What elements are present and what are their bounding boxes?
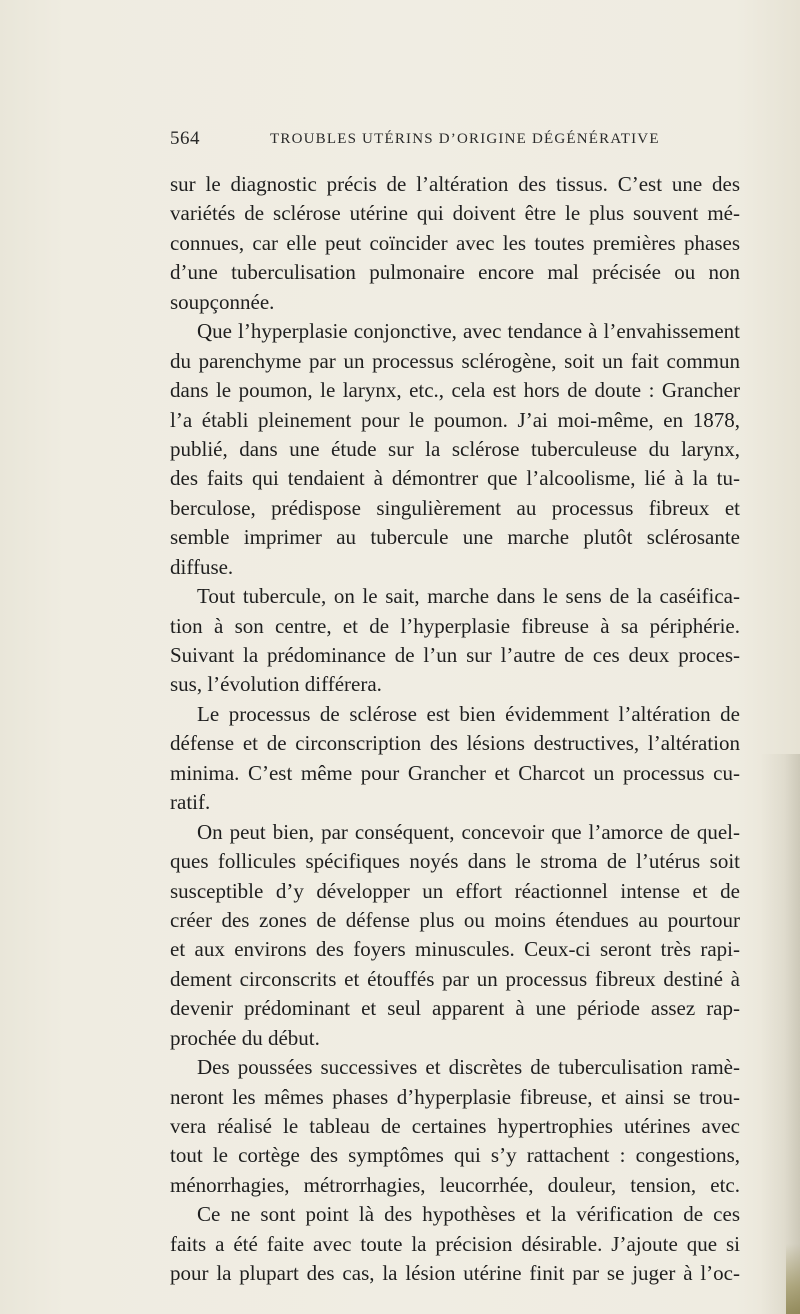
text-line: sur le diagnostic précis de l’altération des tissus. C’est une des [170,172,740,196]
text-line: Suivant la prédominance de l’un sur l’autre de ces deux proces- [170,643,740,667]
text-line: tion à son centre, et de l’hyperplasie fibreuse à sa périphérie. [170,613,740,638]
page-edge-shadow [760,754,800,1314]
text-line: susceptible d’y développer un effort réactionnel intense et de [170,878,740,903]
text-line: vera réalisé le tableau de certaines hypertrophies utérines avec [170,1114,740,1138]
text-line: prochée du début. [170,1025,320,1050]
text-line: Le processus de sclérose est bien évidemment l’altération de [197,701,740,726]
text-line: des faits qui tendaient à démontrer que l’alcoolisme, lié à la tu- [170,466,740,491]
text-line: devenir prédominant et seul apparent à une période assez rap- [170,996,740,1021]
text-line: neront les mêmes phases d’hyperplasie fibreuse, et ainsi se trou- [170,1084,740,1109]
text-line: Tout tubercule, on le sait, marche dans le sens de la caséifica- [197,584,740,609]
text-line: berculose, prédispose singulièrement au processus fibreux et [170,495,740,520]
running-title: TROUBLES UTÉRINS D’ORIGINE DÉGÉNÉRATIVE [270,131,660,147]
text-line: faits a été faite avec toute la précision désirable. J’ajoute que si [170,1231,740,1256]
text-line: minima. C’est même pour Grancher et Charcot un processus cu- [170,760,740,785]
corner-stain [786,1244,800,1314]
text-line: et aux environs des foyers minuscules. Ceux-ci seront très rapi- [170,937,740,962]
text-line: Ce ne sont point là des hypothèses et la vérification de ces [197,1202,740,1227]
text-line: On peut bien, par conséquent, concevoir que l’amorce de quel- [197,819,740,844]
text-line: Que l’hyperplasie conjonctive, avec tendance à l’envahissement [197,319,740,344]
text-line: du parenchyme par un processus sclérogène, soit un fait commun [170,348,740,373]
page-number: 564 [170,128,200,149]
text-line: pour la plupart des cas, la lésion utérine finit par se juger à l’oc- [170,1261,740,1286]
text-line: sus, l’évolution différera. [170,672,382,697]
text-line: ques follicules spécifiques noyés dans le stroma de l’utérus soit [170,849,740,874]
text-line: Des poussées successives et discrètes de tuberculisation ramè- [197,1055,740,1080]
body-text [170,170,740,1289]
text-line: diffuse. [170,554,234,579]
text-line: semble imprimer au tubercule une marche plutôt sclérosante [170,525,740,550]
text-line: publié, dans une étude sur la sclérose tuberculeuse du larynx, [170,436,740,461]
text-line: tout le cortège des symptômes qui s’y rattachent : congestions, [170,1143,740,1168]
page-header [170,128,740,156]
text-line: créer des zones de défense plus ou moins étendues au pourtour [170,907,740,932]
text-line: ménorrhagies, métrorrhagies, leucorrhée, douleur, tension, etc. [170,1172,740,1197]
text-line: dement circonscrits et étouffés par un processus fibreux destiné à [170,966,740,991]
text-line: dans le poumon, le larynx, etc., cela est hors de doute : Grancher [170,378,740,403]
text-line: soupçonnée. [170,289,275,314]
text-line: défense et de circonscription des lésions destructives, l’altération [170,731,740,756]
text-line: connues, car elle peut coïncider avec les toutes premières phases [170,230,740,255]
text-line: variétés de sclérose utérine qui doivent être le plus souvent mé- [170,201,740,226]
text-line: l’a établi pleinement pour le poumon. J’ai moi-même, en 1878, [170,407,740,432]
text-line: ratif. [170,790,211,815]
text-line: d’une tuberculisation pulmonaire encore mal précisée ou non [170,260,740,285]
